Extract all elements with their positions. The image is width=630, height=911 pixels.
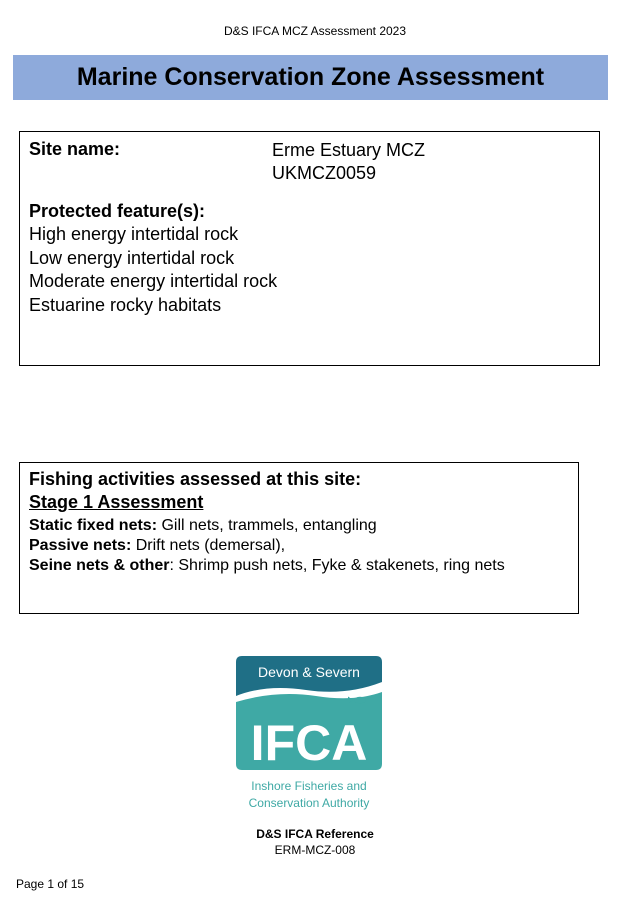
page-title: Marine Conservation Zone Assessment — [13, 55, 608, 100]
protected-features-label: Protected feature(s): — [29, 201, 206, 221]
activity-item — [29, 516, 505, 536]
feature-item: High energy intertidal rock — [29, 224, 239, 244]
activity-item — [29, 556, 505, 576]
activity-label: Passive nets: — [29, 537, 132, 554]
activity-detail: Gill nets, trammels, entangling — [157, 517, 377, 534]
logo-name-line-1: Inshore Fisheries and — [251, 779, 367, 793]
feature-item: Low energy intertidal rock — [29, 247, 235, 268]
logo-name-line-2: Conservation Authority — [248, 796, 370, 810]
logo-region-text: Devon & Severn — [258, 664, 360, 680]
activity-detail: Drift nets (demersal), — [131, 537, 286, 554]
logo-acronym: IFCA — [250, 715, 368, 771]
protected-features-list — [29, 223, 277, 317]
fishing-activities-box — [19, 462, 579, 614]
site-name: Erme Estuary MCZ — [272, 140, 426, 160]
feature-item: Moderate energy intertidal rock — [29, 271, 278, 291]
reference-value: ERM-MCZ-008 — [274, 843, 356, 857]
activity-detail: : Shrimp push nets, Fyke & stakenets, ring nets — [169, 557, 505, 574]
feature-item: Estuarine rocky habitats — [29, 294, 222, 315]
running-header: D&S IFCA MCZ Assessment 2023 — [223, 24, 407, 38]
site-info-box — [19, 131, 600, 366]
page-number: Page 1 of 15 — [16, 877, 85, 891]
activity-label: Seine nets & other — [29, 557, 170, 574]
site-name-label: Site name: — [29, 139, 121, 159]
stage-heading: Stage 1 Assessment — [29, 492, 204, 512]
ifca-logo — [236, 656, 382, 816]
site-code: UKMCZ0059 — [272, 163, 377, 183]
fishing-activities-title: Fishing activities assessed at this site: — [29, 469, 362, 489]
activity-list — [29, 516, 505, 576]
site-name-value — [272, 139, 425, 185]
reference-label: D&S IFCA Reference — [256, 827, 374, 841]
activity-item — [29, 536, 505, 556]
activity-label: Static fixed nets: — [29, 517, 158, 534]
